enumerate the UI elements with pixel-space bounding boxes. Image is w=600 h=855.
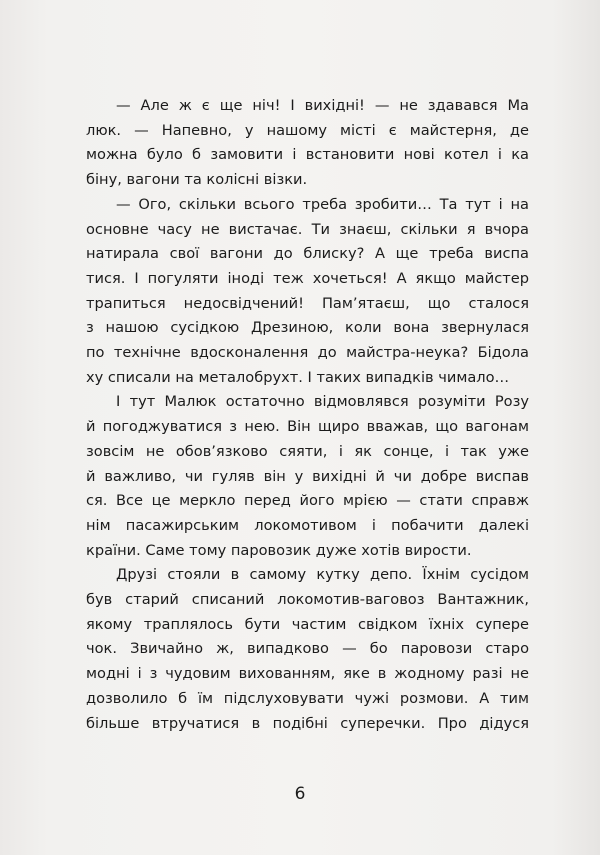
text-line: й погоджуватися з нею. Він щиро вважав, що вагонам: [86, 418, 529, 436]
text-line: ху списали на металобрухт. І таких випадків чимало…: [86, 368, 510, 386]
text-line: й важливо, чи гуляв він у вихідні й чи добре виспав: [86, 467, 529, 485]
text-line: основне часу не вистачає. Ти знаєш, скільки я вчора: [86, 220, 529, 238]
text-line: нім пасажирським локомотивом і побачити далекі: [86, 516, 529, 534]
text-line: більше втручатися в подібні суперечки. Про дідуся: [86, 714, 529, 732]
text-line: І тут Малюк остаточно відмовлявся розуміти Розу: [116, 393, 529, 411]
text-line: Друзі стояли в самому кутку депо. Їхнім сусідом: [116, 566, 529, 584]
text-line: модні і з чудовим вихованням, яке в жодному разі не: [86, 665, 529, 683]
text-line: по технічне вдосконалення до майстра-неука? Бідола: [86, 344, 529, 362]
text-line: зовсім не обов’язково сяяти, і як сонце, і так уже: [86, 442, 529, 460]
text-line: натирала свої вагони до блиску? А ще треба виспа: [86, 245, 529, 263]
text-line: ся. Все це меркло перед його мрією — стати справж: [86, 492, 529, 510]
text-line: був старий списаний локомотив-ваговоз Вантажник,: [86, 591, 529, 609]
text-line: трапиться недосвідчений! Пам’ятаєш, що сталося: [86, 294, 529, 312]
text-line: біну, вагони та колісні візки.: [86, 171, 308, 189]
text-line: тися. І погуляти іноді теж хочеться! А якщо майстер: [86, 269, 529, 287]
text-line: можна було б замовити і встановити нові котел і ка: [86, 146, 529, 164]
text-line: з нашою сусідкою Дрезиною, коли вона звернулася: [86, 319, 529, 337]
text-line: чок. Звичайно ж, випадково — бо паровози старо: [86, 640, 529, 658]
text-line: — Але ж є ще ніч! І вихідні! — не здавався Ма: [116, 97, 529, 114]
text-line: — Ого, скільки всього треба зробити… Та тут і на: [116, 195, 529, 213]
body-text: [86, 94, 529, 736]
page-number: 6: [294, 784, 306, 804]
text-line: дозволило б їм підслуховувати чужі розмови. А тим: [86, 689, 529, 707]
text-line: якому траплялось бути частим свідком їхніх суперe: [86, 615, 529, 633]
text-line: люк. — Напевно, у нашому місті є майстерня, де: [86, 121, 529, 139]
text-line: країни. Саме тому паровозик дуже хотів вирости.: [86, 541, 472, 559]
